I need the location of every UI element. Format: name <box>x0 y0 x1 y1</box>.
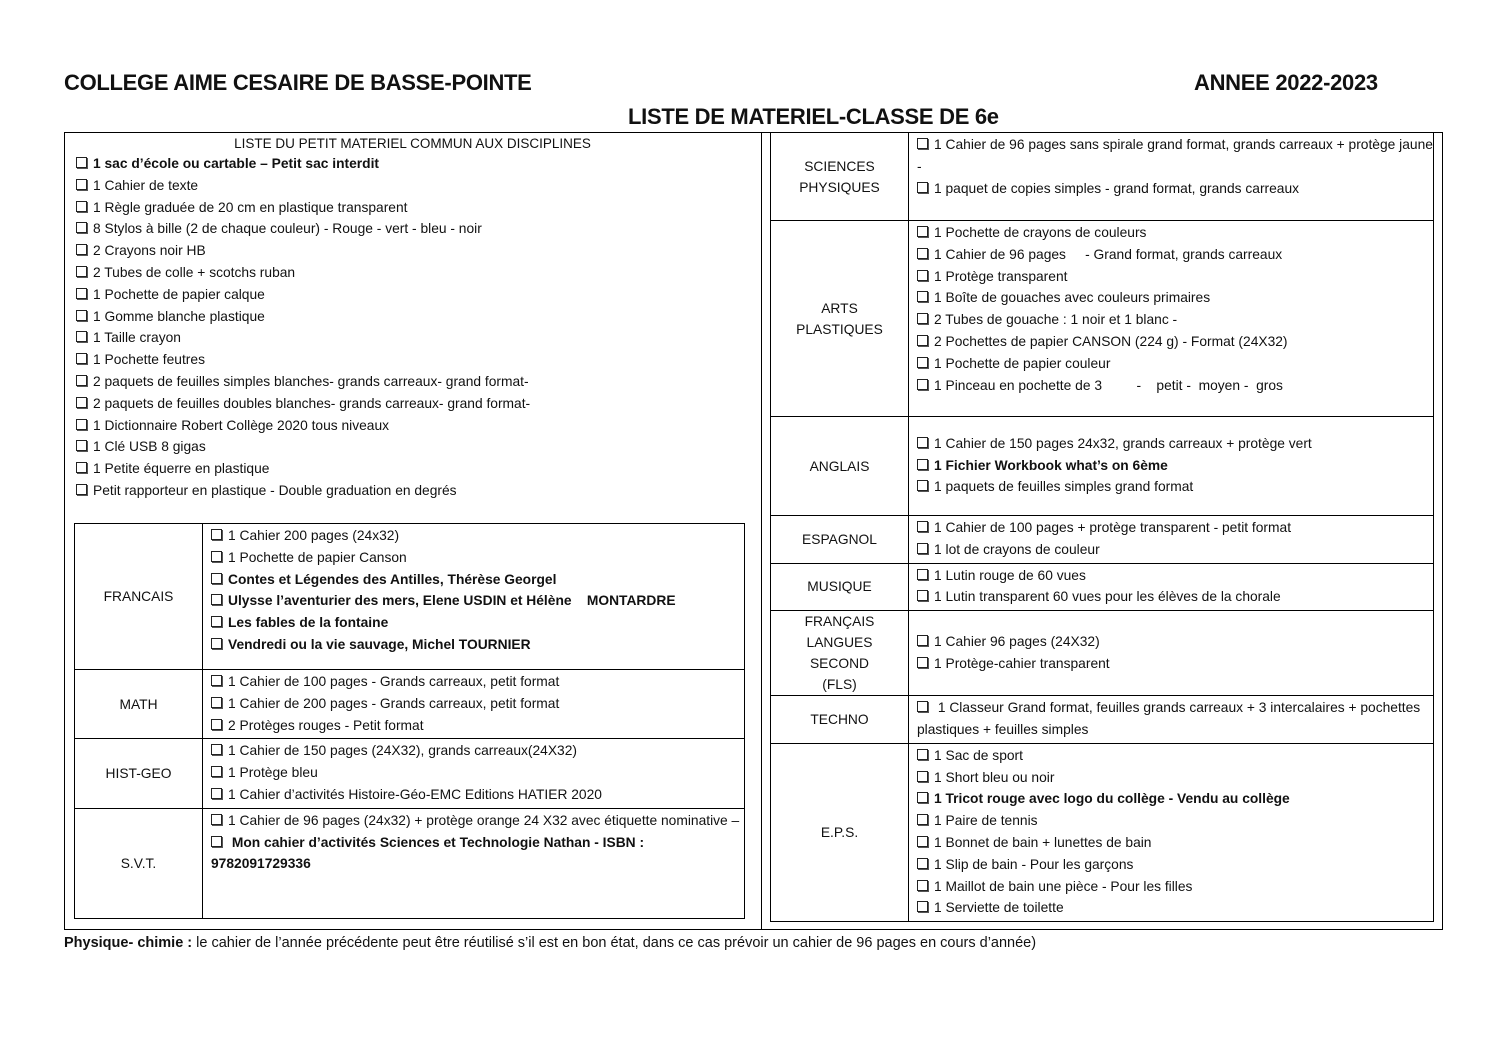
list-item: 1 Lutin transparent 60 vues pour les élèves de la chorale <box>917 586 1433 608</box>
checkbox-icon <box>76 440 87 451</box>
list-item: 2 paquets de feuilles simples blanches- grands carreaux- grand format- <box>76 374 530 396</box>
list-item: 2 Tubes de gouache : 1 noir et 1 blanc - <box>917 309 1433 331</box>
checkbox-icon <box>917 635 928 646</box>
checkbox-icon <box>76 331 87 342</box>
checkbox-icon <box>76 244 87 255</box>
checkbox-icon <box>211 675 222 686</box>
list-item: 1 Règle graduée de 20 cm en plastique transparent <box>76 200 530 222</box>
list-item: 1 Cahier de 100 pages + protège transparent - petit format <box>917 517 1433 539</box>
subject-name: HIST-GEO <box>75 739 203 808</box>
list-item: 1 Protège-cahier transparent <box>917 653 1433 675</box>
table-row <box>771 516 1434 564</box>
checkbox-icon <box>917 313 928 324</box>
checkbox-icon <box>76 157 87 168</box>
table-row <box>75 739 745 808</box>
list-item: 1 Cahier de 96 pages sans spirale grand format, grands carreaux + protège jaune - <box>917 137 1433 174</box>
table-row <box>75 808 745 918</box>
checkbox-icon <box>917 357 928 368</box>
subject-name: MUSIQUE <box>771 563 909 611</box>
list-item: 1 Serviette de toilette <box>917 897 1433 919</box>
list-item: 1 paquet de copies simples - grand format, grands carreaux <box>917 178 1433 200</box>
checkbox-icon <box>211 551 222 562</box>
list-item: Mon cahier d’activités Sciences et Technologie Nathan - ISBN : 9782091729336 <box>211 834 648 872</box>
table-row <box>75 670 745 739</box>
checkbox-icon <box>76 201 87 212</box>
list-item: 1 Boîte de gouaches avec couleurs primaires <box>917 287 1433 309</box>
column-divider <box>761 132 762 930</box>
list-item: 1 Cahier 200 pages (24x32) <box>211 525 744 547</box>
checkbox-icon <box>917 836 928 847</box>
subject-name: FRANÇAIS LANGUES SECOND (FLS) <box>771 611 909 696</box>
subject-items <box>909 221 1434 417</box>
list-item: 1 Cahier de 96 pages - Grand format, grands carreaux <box>917 244 1433 266</box>
table-row <box>771 133 1434 221</box>
subject-items <box>203 524 745 670</box>
checkbox-icon <box>76 419 87 430</box>
subject-items <box>909 417 1434 516</box>
footer-text: le cahier de l’année précédente peut être réutilisé s’il est en bon état, dans ce cas prévoir un cahier de 96 pages en cours d’année) <box>192 935 1037 951</box>
checkbox-icon <box>211 744 222 755</box>
checkbox-icon <box>917 248 928 259</box>
table-row <box>771 743 1434 921</box>
subject-items <box>909 696 1434 744</box>
checkbox-icon <box>917 543 928 554</box>
checkbox-icon <box>211 766 222 777</box>
common-list <box>76 156 530 505</box>
checkbox-icon <box>76 310 87 321</box>
list-item: 1 Cahier de 100 pages - Grands carreaux, petit format <box>211 671 744 693</box>
subject-name: ANGLAIS <box>771 417 909 516</box>
list-item: 1 Clé USB 8 gigas <box>76 439 530 461</box>
list-item: 1 Petite équerre en plastique <box>76 461 530 483</box>
subject-items <box>909 133 1434 221</box>
list-item: 1 Protège transparent <box>917 266 1433 288</box>
list-item: 1 Cahier 96 pages (24X32) <box>917 631 1433 653</box>
list-item: 1 Cahier d’activités Histoire-Géo-EMC Editions HATIER 2020 <box>211 784 744 806</box>
checkbox-icon <box>917 226 928 237</box>
checkbox-icon <box>211 638 222 649</box>
subject-name: ARTS PLASTIQUES <box>771 221 909 417</box>
list-item: 1 Dictionnaire Robert Collège 2020 tous niveaux <box>76 418 530 440</box>
list-item: 2 Crayons noir HB <box>76 243 530 265</box>
checkbox-icon <box>76 353 87 364</box>
list-item: 2 Tubes de colle + scotchs ruban <box>76 265 530 287</box>
list-item: 1 Sac de sport <box>917 745 1433 767</box>
checkbox-icon <box>917 792 928 803</box>
checkbox-icon <box>917 569 928 580</box>
checkbox-icon <box>211 814 222 825</box>
checkbox-icon <box>917 182 928 193</box>
subject-name: TECHNO <box>771 696 909 744</box>
subject-name: S.V.T. <box>75 808 203 918</box>
list-item: 1 Pochette de crayons de couleurs <box>917 222 1433 244</box>
list-item: 8 Stylos à bille (2 de chaque couleur) - Rouge - vert - bleu - noir <box>76 221 530 243</box>
list-item: 1 Pochette feutres <box>76 352 530 374</box>
list-item: Vendredi ou la vie sauvage, Michel TOURNIER <box>211 634 744 656</box>
list-item: 1 Pochette de papier couleur <box>917 353 1433 375</box>
right-subjects-table <box>770 132 1434 922</box>
subject-items <box>909 516 1434 564</box>
checkbox-icon <box>917 771 928 782</box>
subject-name: ESPAGNOL <box>771 516 909 564</box>
subject-name: FRANCAIS <box>75 524 203 670</box>
left-subjects-table <box>74 523 745 919</box>
checkbox-icon <box>76 266 87 277</box>
list-item: 1 Taille crayon <box>76 330 530 352</box>
checkbox-icon <box>917 657 928 668</box>
list-item: 1 Gomme blanche plastique <box>76 309 530 331</box>
subject-items <box>203 739 745 808</box>
checkbox-icon <box>917 335 928 346</box>
list-item: 1 Maillot de bain une pièce - Pour les filles <box>917 876 1433 898</box>
list-item: 1 Short bleu ou noir <box>917 767 1433 789</box>
checkbox-icon <box>917 270 928 281</box>
checkbox-icon <box>917 480 928 491</box>
subject-items <box>203 808 745 918</box>
checkbox-icon <box>917 901 928 912</box>
list-item: 1 lot de crayons de couleur <box>917 539 1433 561</box>
school-year: ANNEE 2022-2023 <box>1194 70 1378 95</box>
checkbox-icon <box>211 594 222 605</box>
common-list-title: LISTE DU PETIT MATERIEL COMMUN AUX DISCIPLINES <box>234 136 591 151</box>
list-item: Contes et Légendes des Antilles, Thérèse Georgel <box>211 569 744 591</box>
list-item: 1 Cahier de 150 pages (24X32), grands carreaux(24X32) <box>211 740 744 762</box>
subject-name: SCIENCES PHYSIQUES <box>771 133 909 221</box>
table-row <box>75 524 745 670</box>
subject-items <box>909 563 1434 611</box>
checkbox-icon <box>211 719 222 730</box>
subject-name: E.P.S. <box>771 743 909 921</box>
table-row <box>771 696 1434 744</box>
list-item: 1 Cahier de texte <box>76 178 530 200</box>
checkbox-icon <box>76 375 87 386</box>
list-item: 1 Classeur Grand format, feuilles grands carreaux + 3 intercalaires + pochettes plastiques + feuilles simples <box>917 700 1425 737</box>
checkbox-icon <box>76 288 87 299</box>
table-row <box>771 417 1434 516</box>
list-item: 1 Pochette de papier calque <box>76 287 530 309</box>
checkbox-icon <box>917 590 928 601</box>
list-item: 1 Cahier de 200 pages - Grands carreaux, petit format <box>211 693 744 715</box>
footer-label: Physique- chimie : <box>64 935 193 951</box>
checkbox-icon <box>917 814 928 825</box>
list-item: 1 Bonnet de bain + lunettes de bain <box>917 832 1433 854</box>
list-item: 1 Protège bleu <box>211 762 744 784</box>
checkbox-icon <box>76 179 87 190</box>
checkbox-icon <box>917 291 928 302</box>
checkbox-icon <box>211 788 222 799</box>
list-item: 1 Cahier de 96 pages (24x32) + protège orange 24 X32 avec étiquette nominative – <box>211 810 744 832</box>
list-item: 1 Pochette de papier Canson <box>211 547 744 569</box>
list-item: 1 Tricot rouge avec logo du collège - Vendu au collège <box>917 788 1433 810</box>
checkbox-icon <box>917 437 928 448</box>
checkbox-icon <box>211 836 222 847</box>
checkbox-icon <box>211 529 222 540</box>
checkbox-icon <box>917 521 928 532</box>
checkbox-icon <box>76 484 87 495</box>
checkbox-icon <box>76 397 87 408</box>
checkbox-icon <box>76 462 87 473</box>
school-name: COLLEGE AIME CESAIRE DE BASSE-POINTE <box>64 70 532 95</box>
list-item: 1 Lutin rouge de 60 vues <box>917 565 1433 587</box>
checkbox-icon <box>917 459 928 470</box>
checkbox-icon <box>917 749 928 760</box>
list-item: Ulysse l’aventurier des mers, Elene USDIN et Hélène MONTARDRE <box>211 590 744 612</box>
checkbox-icon <box>917 379 928 390</box>
list-item: 1 Slip de bain - Pour les garçons <box>917 854 1433 876</box>
checkbox-icon <box>917 858 928 869</box>
list-item: 1 Paire de tennis <box>917 810 1433 832</box>
checkbox-icon <box>76 222 87 233</box>
subject-items <box>203 670 745 739</box>
footer-note <box>64 935 1036 951</box>
checkbox-icon <box>211 573 222 584</box>
table-row <box>771 563 1434 611</box>
checkbox-icon <box>917 701 928 712</box>
table-row <box>771 611 1434 696</box>
page-title: LISTE DE MATERIEL-CLASSE DE 6e <box>628 104 999 129</box>
list-item: 2 Pochettes de papier CANSON (224 g) - Format (24X32) <box>917 331 1433 353</box>
list-item: Petit rapporteur en plastique - Double graduation en degrés <box>76 483 530 505</box>
checkbox-icon <box>917 138 928 149</box>
list-item: 1 Cahier de 150 pages 24x32, grands carreaux + protège vert <box>917 433 1433 455</box>
checkbox-icon <box>211 616 222 627</box>
list-item: 1 paquets de feuilles simples grand format <box>917 476 1433 498</box>
subject-items <box>909 611 1434 696</box>
list-item: 2 paquets de feuilles doubles blanches- grands carreaux- grand format- <box>76 396 530 418</box>
checkbox-icon <box>917 880 928 891</box>
list-item: 1 Fichier Workbook what’s on 6ème <box>917 455 1433 477</box>
checkbox-icon <box>211 697 222 708</box>
table-row <box>771 221 1434 417</box>
list-item: 2 Protèges rouges - Petit format <box>211 715 744 737</box>
subject-items <box>909 743 1434 921</box>
list-item: Les fables de la fontaine <box>211 612 744 634</box>
subject-name: MATH <box>75 670 203 739</box>
list-item: 1 Pinceau en pochette de 3 - petit - moyen - gros <box>917 375 1433 397</box>
list-item: 1 sac d’école ou cartable – Petit sac interdit <box>76 156 530 178</box>
